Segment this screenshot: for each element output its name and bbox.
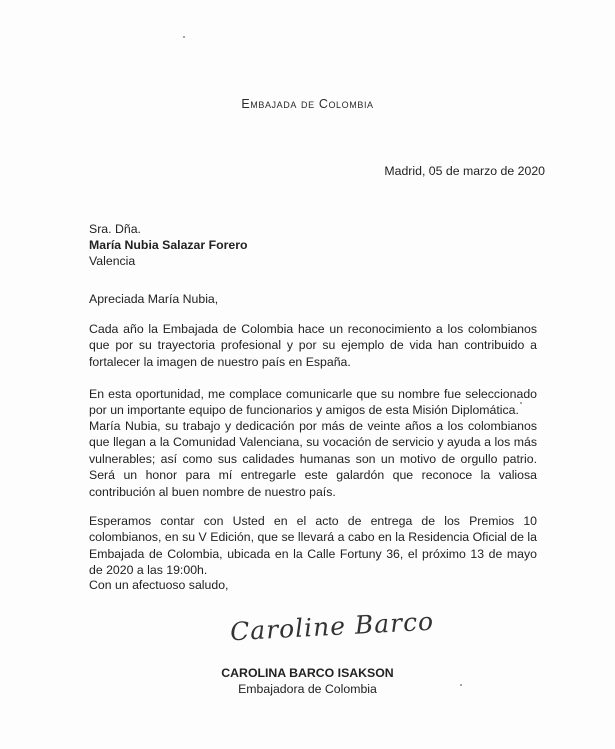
greeting: Apreciada María Nubia,: [89, 292, 219, 306]
recipient-block: [89, 221, 248, 269]
recipient-salutation: Sra. Dña.: [89, 222, 141, 236]
recipient-name: María Nubia Salazar Forero: [89, 238, 248, 252]
signer-name: CAROLINA BARCO ISAKSON: [221, 666, 394, 680]
letterhead-country-rest: olombia: [328, 97, 374, 111]
closing-line: Con un afectuoso saludo,: [89, 578, 229, 592]
signer-block: [0, 665, 615, 697]
scan-speck: [460, 684, 462, 686]
letterhead-org-initial: E: [241, 97, 251, 111]
body-paragraph-3: María Nubia, su trabajo y dedicación por más de veinte años a los colombianos que llegan a la Comunidad Valenciana, su vocación de servicio y ayuda a los más vulnerables; así como sus calidades humanas son un motivo de orgullo patrio. Será un honor para mí entregarle este galardón que reconoce la valiosa contribución al buen nombre de nuestro país.: [89, 419, 537, 499]
letterhead-org-rest: mbajada de: [250, 97, 319, 111]
letterhead-country-initial: C: [318, 97, 329, 111]
body-paragraph-2: En esta oportunidad, me complace comunicarle que su nombre fue seleccionado por un importante equipo de funcionarios y amigos de esta Misión Diplomática.: [89, 387, 537, 418]
body-paragraph-1: Cada año la Embajada de Colombia hace un reconocimiento a los colombianos que por su trayectoria profesional y por su ejemplo de vida han contribuido a fortalecer la imagen de nuestro país en España.: [89, 322, 537, 369]
scan-speck: [520, 402, 522, 404]
recipient-city: Valencia: [89, 254, 136, 268]
signer-title: Embajadora de Colombia: [238, 682, 377, 696]
handwritten-signature: Caroline Barco: [229, 606, 435, 647]
scan-speck: [183, 36, 185, 38]
letterhead: [0, 97, 615, 111]
letter-date: Madrid, 05 de marzo de 2020: [384, 164, 545, 178]
body-paragraph-4: Esperamos contar con Usted en el acto de entrega de los Premios 10 colombianos, en su V Edición, que se llevará a cabo en la Residencia Oficial de la Embajada de Colombia, ubicada en la Calle Fortuny 36, el próximo 13 de mayo de 2020 a las 19:00h.: [89, 514, 537, 578]
